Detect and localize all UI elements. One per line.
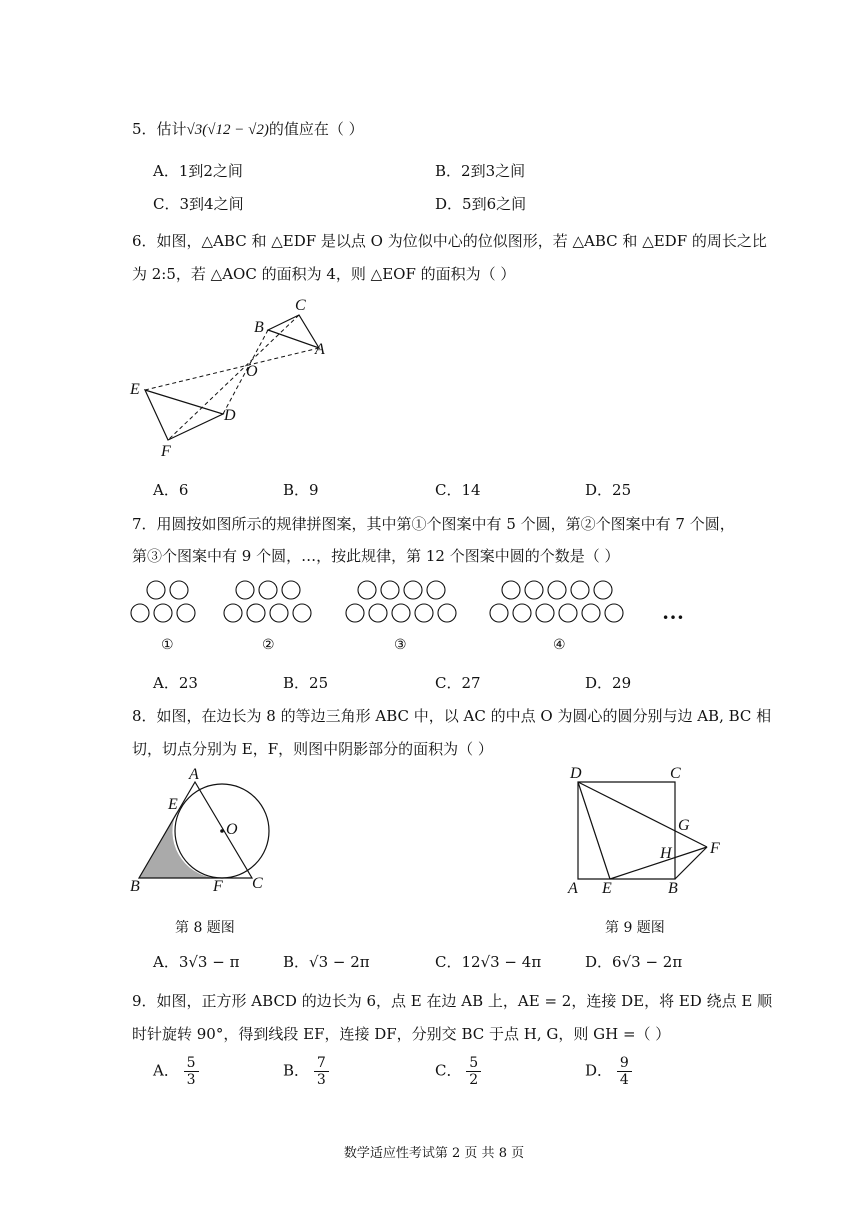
q8-stem-line2: 切，切点分别为 E，F，则图中阴影部分的面积为（ ） (132, 740, 493, 758)
label-e: E (602, 880, 612, 897)
q7-option-b: B．25 (283, 674, 329, 692)
q9-option-a-letter: A． (153, 1061, 179, 1080)
label-f: F (213, 878, 223, 895)
label-e: E (168, 796, 178, 813)
label-a: A (189, 766, 199, 783)
label-a: A (315, 341, 325, 358)
q6-stem-line2: 为 2:5，若 △AOC 的面积为 4，则 △EOF 的面积为（ ） (132, 265, 516, 283)
label-o: O (226, 821, 238, 838)
label-b: B (130, 878, 140, 895)
q9-option-a-numerator: 5 (184, 1055, 199, 1072)
label-b: B (254, 319, 264, 336)
q9-option-d-numerator: 9 (617, 1055, 632, 1072)
q9-option-c-fraction (466, 1055, 481, 1088)
q5-number: 5．估计 (132, 120, 187, 138)
segment-ef (610, 847, 707, 879)
q9-option-d-denominator: 4 (619, 1072, 629, 1089)
q7-option-c: C．27 (435, 674, 481, 692)
q9-option-c-denominator: 2 (469, 1072, 479, 1089)
label-e: E (130, 381, 140, 398)
label-d: D (570, 765, 582, 782)
segment-df (578, 782, 707, 847)
q9-option-d-letter: D． (585, 1061, 613, 1080)
q6-stem-line1: 6．如图，△ABC 和 △EDF 是以点 O 为位似中心的位似图形，若 △ABC 和 △EDF 的周长之比 (132, 232, 767, 250)
q9-option-a-fraction (184, 1055, 199, 1088)
q9-option-c-numerator: 5 (466, 1055, 481, 1072)
label-c: C (670, 765, 681, 782)
q9-caption: 第 9 题图 (605, 920, 665, 936)
q7-option-a: A．23 (153, 674, 198, 692)
q9-option-c (435, 1055, 481, 1088)
q6-option-c: C．14 (435, 481, 481, 499)
q9-option-a-denominator: 3 (186, 1072, 196, 1089)
triangle-edf (145, 390, 223, 440)
q5-expression: √3(√12 − √2) (186, 122, 269, 138)
label-d: D (224, 407, 236, 424)
q9-stem-line2: 时针旋转 90°，得到线段 EF，连接 DF，分别交 BC 于点 H, G，则 GH =（ ） (132, 1025, 671, 1043)
label-b: B (668, 880, 678, 897)
q7-option-d: D．29 (585, 674, 632, 692)
q9-option-b (283, 1055, 329, 1088)
q8-option-d: D．6√3 − 2π (585, 953, 683, 971)
q9-option-b-denominator: 3 (316, 1072, 326, 1089)
q7-pattern-figure (125, 575, 695, 660)
q5-option-d: D．5到6之间 (435, 195, 527, 213)
pattern-ellipsis: … (662, 599, 684, 624)
pattern-3 (346, 581, 456, 622)
q5-option-a: A．1到2之间 (153, 162, 243, 180)
q5-tail: 的值应在（ ） (268, 120, 364, 138)
label-c: C (252, 875, 263, 892)
q8-figure (125, 765, 285, 895)
q6-option-b: B．9 (283, 481, 319, 499)
pattern-2 (224, 581, 311, 622)
label-a: A (568, 880, 578, 897)
q9-option-b-letter: B． (283, 1061, 310, 1080)
q9-figure (560, 762, 740, 902)
q5-option-b: B．2到3之间 (435, 162, 526, 180)
q8-option-a: A．3√3 − π (153, 953, 240, 971)
label-f: F (710, 840, 720, 857)
q6-option-d: D．25 (585, 481, 632, 499)
q9-option-b-fraction (314, 1055, 329, 1088)
q8-option-c: C．12√3 − 4π (435, 953, 542, 971)
label-g: G (678, 817, 690, 834)
q6-option-a: A．6 (153, 481, 189, 499)
label-c: C (295, 297, 306, 314)
pattern-label-2: ② (262, 638, 275, 653)
center-point-o (220, 829, 224, 833)
dashed-line-ae (145, 348, 319, 390)
label-o: O (246, 363, 258, 380)
q8-stem-line1: 8．如图，在边长为 8 的等边三角形 ABC 中，以 AC 的中点 O 为圆心的圆分别与边 AB, BC 相 (132, 707, 772, 725)
q9-option-b-numerator: 7 (314, 1055, 329, 1072)
pattern-1 (131, 581, 195, 622)
q8-caption: 第 8 题图 (175, 920, 235, 936)
pattern-4 (490, 581, 623, 622)
label-h: H (660, 845, 672, 862)
q8-option-b: B．√3 − 2π (283, 953, 370, 971)
segment-de (578, 782, 610, 879)
pattern-label-1: ① (161, 638, 174, 653)
q6-figure (120, 290, 350, 465)
q7-stem-line1: 7．用圆按如图所示的规律拼图案，其中第①个图案中有 5 个圆，第②个图案中有 7 个圆， (132, 515, 735, 533)
q9-option-c-letter: C． (435, 1061, 462, 1080)
q9-stem-line1: 9．如图，正方形 ABCD 的边长为 6，点 E 在边 AB 上，AE = 2，连接 DE，将 ED 绕点 E 顺 (132, 992, 773, 1010)
page-footer: 数学适应性考试第 2 页 共 8 页 (343, 1146, 525, 1161)
q7-stem-line2: 第③个图案中有 9 个圆，…，按此规律，第 12 个图案中圆的个数是（ ） (132, 547, 620, 565)
q5-option-c: C．3到4之间 (153, 195, 244, 213)
label-f: F (161, 443, 171, 460)
pattern-label-3: ③ (394, 638, 407, 653)
q9-option-d (585, 1055, 632, 1088)
pattern-label-4: ④ (553, 638, 566, 653)
square-abcd (578, 782, 675, 879)
q5-stem (132, 118, 364, 139)
q9-option-a (153, 1055, 199, 1088)
q9-option-d-fraction (617, 1055, 632, 1088)
